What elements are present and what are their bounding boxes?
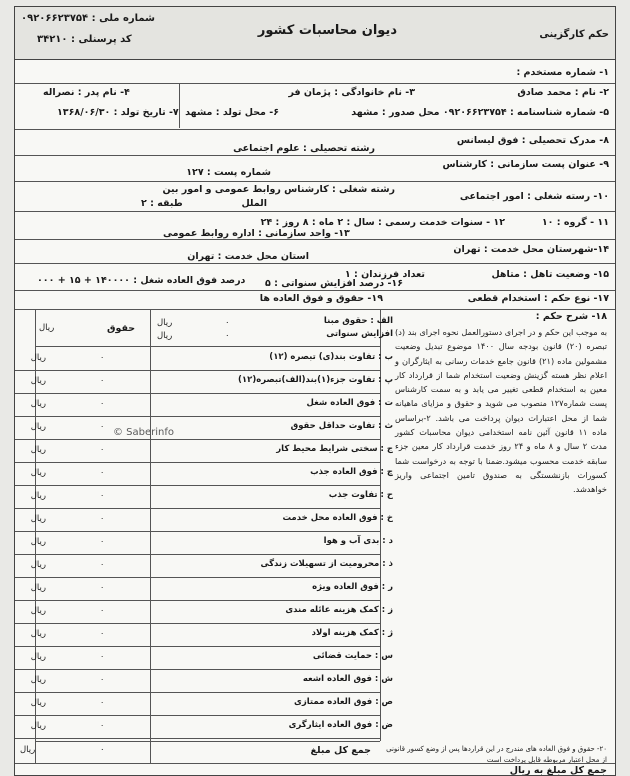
field-last-name: ۳- نام خانوادگی : پژمان فر: [288, 87, 415, 98]
salary-row-divider: [15, 462, 380, 463]
watermark-text: © Saberinfo: [113, 427, 175, 438]
personnel-code: کد پرسنلی : ۳۴۲۱۰: [37, 34, 132, 45]
salary-row-label: ز : کمک هزینه عائله مندی: [285, 605, 393, 615]
field-position-title: ۹- عنوان پست سازمانی : کارشناس: [442, 159, 609, 170]
salary-row-divider: [15, 738, 380, 739]
salary-row-label: س : حمایت قضائی: [312, 651, 393, 661]
salary-row-zero: ۰: [100, 583, 105, 592]
salary-row-rial: ریال: [30, 652, 46, 662]
field-seniority-increase: ۱۶- درصد افزایش سنواتی : ۵: [265, 278, 403, 289]
salary-row-zero: ۰: [100, 353, 105, 362]
field-decree-type: ۱۷- نوع حکم : استخدام قطعی: [467, 293, 609, 304]
decree-body-text: به موجب این حکم و در اجرای دستورالعمل نحوه اجرای بند (د) تبصره (۲۰) قانون بودجه سال ۱۴۰۰ موضوع تبدیل وضعیت مشمولین ماده (۲۱) قانون جامع خدمات رسانی به ایثارگران و اعلام نظر هسته گزینش وضعیت استخدام شما از قرارداد کار معین به استخدام قطعی تغییر می یابد و به سمت کارشناس پست شماره۱۲۷ منصوب می شوید و حقوق و مزایای ماهیانه شما از محل اعتبارات دیوان پرداخت می باشد. ۲-براساس ماده ۱۱ قانون آئین نامه استخدامی دیوان محاسبات کشور مدت ۲ سال و ۸ ماه و ۲۴ روز خدمت قرارداد کار معین جزء سابقه خدمت محسوب میشود.ضمنا با توجه به درخواست شما کسورات بازنشستگی به صندوق تامین اجتماعی واریز خواهدشد.: [395, 327, 607, 495]
field-job-field-cont: الملل: [241, 198, 267, 209]
salary-row-zero: ۰: [100, 445, 105, 454]
field-class: طبقه : ۲: [141, 198, 183, 209]
salary-row-divider: [15, 692, 380, 693]
salary-row-divider: [15, 554, 380, 555]
salary-row-divider: [15, 646, 380, 647]
salary-row-label: خ : فوق العاده محل خدمت: [282, 513, 393, 523]
salary-row-label: ب : تفاوت بند(ی) تبصره (۱۲): [269, 352, 393, 362]
field-education: ۸- مدرک تحصیلی : فوق لیسانس: [456, 135, 609, 146]
field-first-name: ۲- نام : محمد صادق: [517, 87, 609, 98]
salary-row-rial: ریال: [30, 353, 46, 363]
field-service-city: ۱۴-شهرستان محل خدمت : تهران: [453, 244, 609, 255]
field-service-province: استان محل خدمت : تهران: [187, 251, 309, 262]
salary-section-title: ۱۹- حقوق و فوق العاده ها: [259, 293, 383, 304]
field-father-name: ۴- نام پدر : نصراله: [43, 87, 130, 98]
salary-row-rial: ریال: [30, 606, 46, 616]
salary-row-divider: [15, 577, 380, 578]
salary-row-rial: ریال: [30, 629, 46, 639]
field-service-years: ۱۲ - سنوات خدمت رسمی : سال : ۲ ماه : ۸ روز : ۲۴: [260, 217, 505, 228]
salary-row-divider: [15, 393, 380, 394]
salary-row-divider: [15, 370, 380, 371]
salary-row-zero: ۰: [100, 629, 105, 638]
salary-row-label: پ : تفاوت جزء(۱)بند(الف)تبصره(۱۲): [238, 375, 393, 385]
salary-row-label: ض : فوق العاده ایثارگری: [288, 720, 393, 730]
field-employee-number: ۱- شماره مستخدم :: [516, 67, 609, 78]
salary-row-zero: ۰: [100, 376, 105, 385]
salary-seniority-zero: ۰: [225, 331, 230, 341]
total-label: جمع کل مبلغ: [310, 745, 371, 756]
salary-row-divider: [15, 715, 380, 716]
salary-base-label: الف : حقوق مبنا: [323, 316, 393, 326]
field-org-unit: ۱۳- واحد سازمانی : اداره روابط عمومی: [163, 228, 350, 239]
salary-row-zero: ۰: [100, 721, 105, 730]
salary-row-rial: ریال: [30, 422, 46, 432]
salary-row-divider: [15, 531, 380, 532]
total-rial: ریال: [20, 745, 36, 755]
salary-row-rial: ریال: [30, 675, 46, 685]
salary-row-zero: ۰: [100, 606, 105, 615]
decree-form: [14, 6, 616, 776]
salary-row-zero: ۰: [100, 537, 105, 546]
salary-row-rial: ریال: [30, 399, 46, 409]
salary-row-label: ش : فوق العاده اشعه: [302, 674, 393, 684]
field-decree-description: ۱۸- شرح حکم :: [535, 311, 607, 322]
field-children: تعداد فرزندان : ۱: [344, 269, 425, 280]
field-id-number: ۵- شماره شناسنامه : ۰۹۲۰۶۶۲۳۷۵۴ محل صدور : مشهد: [351, 107, 609, 118]
salary-row-zero: ۰: [100, 491, 105, 500]
salary-row-zero: ۰: [100, 422, 105, 431]
salary-row-divider: [15, 416, 380, 417]
salary-row-label: ر : فوق العاده ویژه: [312, 582, 393, 592]
salary-row-label: ص : فوق العاده ممتازی: [294, 697, 393, 707]
salary-row-label: ث : تفاوت حداقل حقوق: [290, 421, 393, 431]
field-position-number: شماره پست : ۱۲۷: [186, 167, 271, 178]
field-marital-status: ۱۵- وضعیت تاهل : متاهل: [491, 269, 609, 280]
salary-row-rial: ریال: [30, 376, 46, 386]
salary-row-rial: ریال: [30, 560, 46, 570]
salary-row-rial: ریال: [30, 468, 46, 478]
salary-row-divider: [15, 508, 380, 509]
salary-seniority-rial: ریال: [157, 331, 173, 341]
field-group: ۱۱ - گروه : ۱۰: [541, 217, 609, 228]
salary-row-label: ژ : کمک هزینه اولاد: [311, 628, 393, 638]
form-title: حکم کارگزینی: [539, 29, 609, 40]
org-name: دیوان محاسبات کشور: [257, 23, 397, 38]
field-birth-place: ۶- محل تولد : مشهد: [185, 107, 279, 118]
salary-row-zero: ۰: [100, 652, 105, 661]
national-id: شماره ملی : ۰۹۲۰۶۶۲۳۷۵۴: [21, 13, 155, 24]
salary-row-rial: ریال: [30, 583, 46, 593]
salary-row-label: د : بدی آب و هوا: [323, 536, 393, 546]
salary-row-zero: ۰: [100, 399, 105, 408]
footnote-20: ۲۰- حقوق و فوق العاده های مندرج در این قراردها پس از وضع کسور قانونی از محل اعتبار مربوطه قابل پرداخت است: [386, 745, 607, 764]
salary-row-zero: ۰: [100, 698, 105, 707]
salary-row-rial: ریال: [30, 445, 46, 455]
salary-base-rial: ریال: [157, 318, 173, 328]
salary-row-zero: ۰: [100, 675, 105, 684]
amount-column-header: حقوق: [107, 323, 136, 334]
salary-row-label: ت : فوق العاده شغل: [306, 398, 393, 408]
salary-row-divider: [15, 485, 380, 486]
salary-row-label: ذ : محرومیت از تسهیلات زندگی: [260, 559, 393, 569]
amount-column-rial: ریال: [39, 323, 55, 333]
salary-row-divider: [15, 623, 380, 624]
salary-row-zero: ۰: [100, 468, 105, 477]
salary-row-rial: ریال: [30, 537, 46, 547]
salary-row-label: چ : فوق العاده جذب: [310, 467, 393, 477]
field-birth-date: ۷- تاریخ تولد : ۱۳۶۸/۰۶/۳۰: [57, 107, 179, 118]
salary-row-divider: [15, 669, 380, 670]
field-job-field: رشته شغلی : کارشناس روابط عمومی و امور بین: [162, 184, 395, 195]
salary-row-rial: ریال: [30, 721, 46, 731]
salary-row-divider: [15, 600, 380, 601]
field-job-allowance: درصد فوق العاده شغل : ۱۴۰۰۰۰ + ۱۵ + ۰۰۰: [37, 275, 246, 286]
salary-row-label: ح : تفاوت جذب: [328, 490, 393, 500]
salary-row-zero: ۰: [100, 560, 105, 569]
total-zero: ۰: [100, 745, 105, 755]
salary-seniority-label: افزایش سنواتی: [326, 329, 393, 339]
total-in-words: جمع کل مبلغ به ریال: [509, 765, 607, 776]
salary-row-rial: ریال: [30, 698, 46, 708]
salary-row-rial: ریال: [30, 491, 46, 501]
field-field-of-study: رشته تحصیلی : علوم اجتماعی: [233, 143, 375, 154]
salary-base-zero: ۰: [225, 318, 230, 328]
field-job-category: ۱۰- رسته شغلی : امور اجتماعی: [459, 191, 609, 202]
salary-row-zero: ۰: [100, 514, 105, 523]
salary-row-rial: ریال: [30, 514, 46, 524]
salary-row-divider: [15, 439, 380, 440]
salary-row-label: ج : سختی شرایط محیط کار: [276, 444, 393, 454]
